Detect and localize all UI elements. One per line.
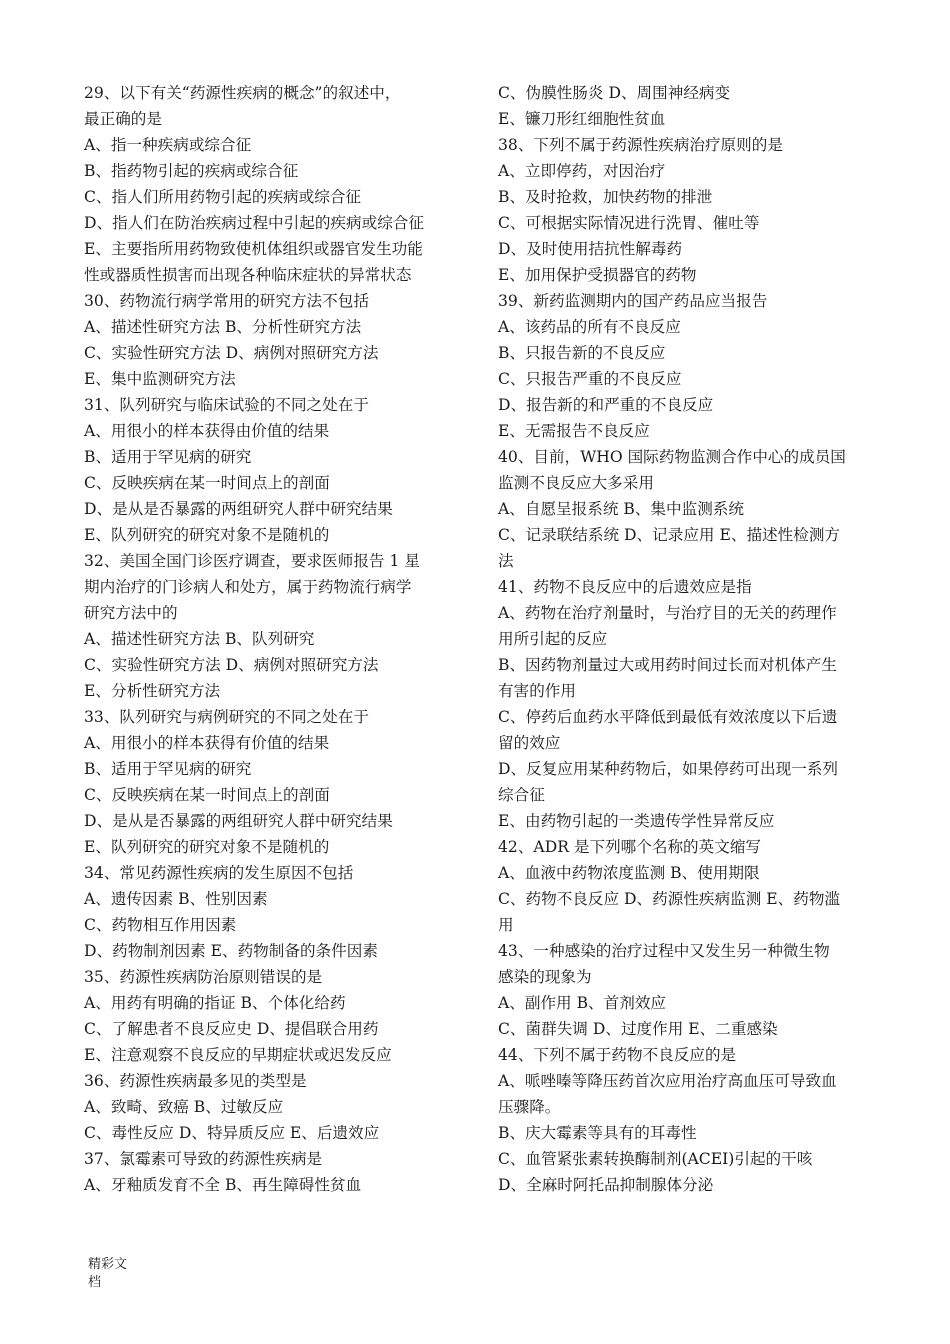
text-line: C、药物相互作用因素 [84, 916, 237, 934]
text-line: 有害的作用 [498, 682, 576, 700]
text-line: E、队列研究的研究对象不是随机的 [84, 838, 330, 856]
text-line: 用所引起的反应 [498, 630, 608, 648]
text-line: A、血液中药物浓度监测 B、使用期限 [498, 864, 760, 882]
text-line: B、适用于罕见病的研究 [84, 760, 252, 778]
text-line: A、指一种疾病或综合征 [84, 136, 252, 154]
text-line: E、镰刀形红细胞性贫血 [498, 110, 666, 128]
text-line: A、描述性研究方法 B、分析性研究方法 [84, 318, 362, 336]
footer-text: 精彩文档 [88, 1257, 128, 1290]
text-line: E、队列研究的研究对象不是随机的 [84, 526, 330, 544]
text-line: A、哌唑嗪等降压药首次应用治疗高血压可导致血 [498, 1072, 837, 1090]
text-line: D、及时使用拮抗性解毒药 [498, 240, 683, 258]
text-line: C、反映疾病在某一时间点上的剖面 [84, 474, 330, 492]
text-line: B、指药物引起的疾病或综合征 [84, 162, 299, 180]
text-line: A、副作用 B、首剂效应 [498, 994, 667, 1012]
text-line: C、记录联结系统 D、记录应用 E、描述性检测方 [498, 526, 841, 544]
left-column [84, 80, 454, 1198]
text-line: C、血管紧张素转换酶制剂(ACEI)引起的干咳 [498, 1150, 813, 1168]
text-line: C、伪膜性肠炎 D、周围神经病变 [498, 84, 731, 102]
text-line: 留的效应 [498, 734, 561, 752]
text-line: D、是从是否暴露的两组研究人群中研究结果 [84, 812, 393, 830]
text-line: 法 [498, 552, 514, 570]
text-line: E、由药物引起的一类遗传学性异常反应 [498, 812, 775, 830]
text-line: 35、药源性疾病防治原则错误的是 [84, 968, 323, 986]
text-line: D、是从是否暴露的两组研究人群中研究结果 [84, 500, 393, 518]
text-line: 用 [498, 916, 514, 934]
text-line: C、实验性研究方法 D、病例对照研究方法 [84, 344, 379, 362]
text-line: 压骤降。 [498, 1098, 561, 1116]
text-line: A、立即停药，对因治疗 [498, 162, 666, 180]
text-line: A、自愿呈报系统 B、集中监测系统 [498, 500, 744, 518]
text-line: 感染的现象为 [498, 968, 592, 986]
text-line: 30、药物流行病学常用的研究方法不包括 [84, 292, 369, 310]
text-line: E、集中监测研究方法 [84, 370, 236, 388]
text-line: A、致畸、致癌 B、过敏反应 [84, 1098, 284, 1116]
text-line: A、牙釉质发育不全 B、再生障碍性贫血 [84, 1176, 362, 1194]
text-line: 综合征 [498, 786, 545, 804]
text-line: B、庆大霉素等具有的耳毒性 [498, 1124, 697, 1142]
text-line: 37、氯霉素可导致的药源性疾病是 [84, 1150, 323, 1168]
text-line: C、药物不良反应 D、药源性疾病监测 E、药物滥 [498, 890, 841, 908]
text-line: 39、新药监测期内的国产药品应当报告 [498, 292, 768, 310]
text-line: B、及时抢救，加快药物的排泄 [498, 188, 713, 206]
text-line: 42、ADR 是下列哪个名称的英文缩写 [498, 838, 762, 856]
text-line: 31、队列研究与临床试验的不同之处在于 [84, 396, 369, 414]
text-line: C、菌群失调 D、过度作用 E、二重感染 [498, 1020, 778, 1038]
text-line: C、可根据实际情况进行洗胃、催吐等 [498, 214, 760, 232]
text-line: C、实验性研究方法 D、病例对照研究方法 [84, 656, 379, 674]
text-line: 研究方法中的 [84, 604, 178, 622]
text-line: B、只报告新的不良反应 [498, 344, 666, 362]
text-line: A、用很小的样本获得由价值的结果 [84, 422, 330, 440]
text-line: C、只报告严重的不良反应 [498, 370, 682, 388]
text-line: 40、目前，WHO 国际药物监测合作中心的成员国 [498, 448, 846, 466]
text-line: D、全麻时阿托品抑制腺体分泌 [498, 1176, 714, 1194]
text-line: 34、常见药源性疾病的发生原因不包括 [84, 864, 354, 882]
text-line: B、适用于罕见病的研究 [84, 448, 252, 466]
text-line: E、分析性研究方法 [84, 682, 221, 700]
text-line: C、毒性反应 D、特异质反应 E、后遗效应 [84, 1124, 380, 1142]
text-line: E、注意观察不良反应的早期症状或迟发反应 [84, 1046, 392, 1064]
text-line: 44、下列不属于药物不良反应的是 [498, 1046, 737, 1064]
text-line: D、指人们在防治疾病过程中引起的疾病或综合征 [84, 214, 424, 232]
right-column [498, 80, 868, 1198]
text-line: A、用药有明确的指证 B、个体化给药 [84, 994, 346, 1012]
text-line: C、停药后血药水平降低到最低有效浓度以下后遗 [498, 708, 838, 726]
text-line: E、加用保护受损器官的药物 [498, 266, 697, 284]
text-line: D、反复应用某种药物后，如果停药可出现一系列 [498, 760, 838, 778]
text-line: 41、药物不良反应中的后遗效应是指 [498, 578, 752, 596]
text-line: 36、药源性疾病最多见的类型是 [84, 1072, 307, 1090]
text-line: D、报告新的和严重的不良反应 [498, 396, 714, 414]
text-line: 32、美国全国门诊医疗调查，要求医师报告 1 星 [84, 552, 420, 570]
text-line: 43、一种感染的治疗过程中又发生另一种微生物 [498, 942, 830, 960]
text-line: 38、下列不属于药源性疾病治疗原则的是 [498, 136, 783, 154]
text-line: E、主要指所用药物致使机体组织或器官发生功能 [84, 240, 423, 258]
text-line: A、药物在治疗剂量时，与治疗目的无关的药理作 [498, 604, 837, 622]
text-line: 29、以下有关“药源性疾病的概念”的叙述中， [84, 84, 401, 102]
text-line: 性或器质性损害而出现各种临床症状的异常状态 [84, 266, 412, 284]
text-line: C、指人们所用药物引起的疾病或综合征 [84, 188, 362, 206]
text-line: A、描述性研究方法 B、队列研究 [84, 630, 315, 648]
text-line: C、了解患者不良反应史 D、提倡联合用药 [84, 1020, 379, 1038]
text-line: A、遗传因素 B、性别因素 [84, 890, 268, 908]
text-line: C、反映疾病在某一时间点上的剖面 [84, 786, 330, 804]
text-line: 期内治疗的门诊病人和处方，属于药物流行病学 [84, 578, 412, 596]
text-line: 33、队列研究与病例研究的不同之处在于 [84, 708, 369, 726]
text-line: E、无需报告不良反应 [498, 422, 650, 440]
text-line: 监测不良反应大多采用 [498, 474, 654, 492]
text-line: A、用很小的样本获得有价值的结果 [84, 734, 330, 752]
text-line: 最正确的是 [84, 110, 162, 128]
text-line: D、药物制剂因素 E、药物制备的条件因素 [84, 942, 378, 960]
text-line: A、该药品的所有不良反应 [498, 318, 681, 336]
text-line: B、因药物剂量过大或用药时间过长而对机体产生 [498, 656, 837, 674]
